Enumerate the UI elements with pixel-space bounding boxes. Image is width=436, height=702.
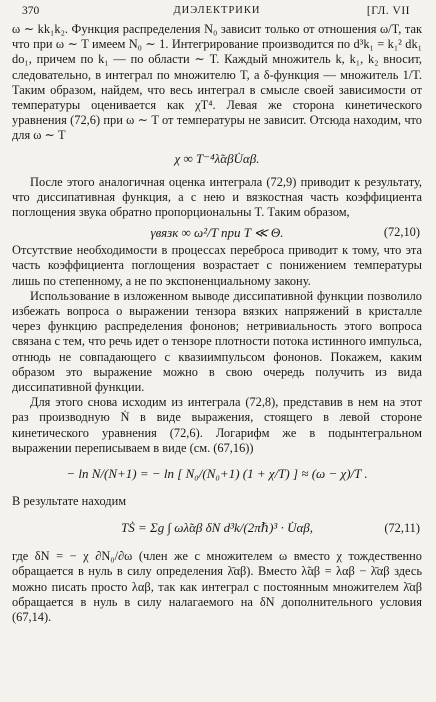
page-header	[12, 0, 422, 22]
equation-72-11	[12, 513, 422, 543]
equation-72-10-body: γвязк ∞ ω²/T при T ≪ Θ.	[150, 225, 284, 241]
paragraph-6: В результате находим	[12, 494, 127, 509]
equation-72-11-body: TṠ = Σg ∫ ωλ̃αβ δN d³k/(2πℏ)³ · U̇αβ,	[120, 520, 314, 536]
paragraph-7: где δN = − χ ∂N₀/∂ω (член же с множителем ω вместо χ тождественно обращается в нуль в силу определения λ̄αβ). Вместо λ̃αβ = λαβ − λ̄αβ здесь можно писать просто λαβ, так как интеграл с постоянным множителем λ̄αβ обращается в нуль в силу налагаемого на δN дополнительного условия (67,14).	[12, 549, 422, 625]
paragraph-2: После этого аналогичная оценка интеграла (72,9) приводит к результату, что диссипативная функция, а с нею и вязкостная часть коэффициента поглощения звука обратно пропорциональны T. Таким образом,	[12, 174, 422, 220]
equation-log-expansion: − ln N/(N+1) = − ln [ N₀/(N₀+1) (1 + χ/T) ] ≈ (ω − χ)/T .	[66, 466, 368, 482]
paragraph-4: Использование в изложенном выводе диссипативной функции позволило избежать вопроса о выражении тензора вязких напряжений в кристалле через функцию распределения фононов; нетривиальность этого вопроса связана с тем, что речь идет о тензоре плотности потока истинного импульса, отнюдь не совпадающего с квазиимпульсом фононов. Покажем, каким образом это выражение можно в свою очередь получить из вида диссипативной функции.	[12, 288, 422, 395]
equation-72-11-number: (72,11)	[384, 521, 420, 536]
running-title: ДИЭЛЕКТРИКИ	[173, 5, 261, 16]
equation-chi-estimate: χ ∞ T⁻⁴λ̃αβU̇αβ.	[174, 150, 260, 166]
equation-72-10-number: (72,10)	[383, 225, 420, 240]
equation-72-10	[12, 224, 422, 241]
page-number: 370	[22, 5, 40, 17]
paragraph-1: ω ∼ kk₁k₂. Функция распределения N₀ зависит только от отношения ω/T, так что при ω ∼ T имеем N₀ ∼ 1. Интегрирование производится по d³k₁ = k₁² dk₁ do₁, причем по k₁ — по области ∼ T. Каждый множитель k, k₁, k₂ вносит, следовательно, в интеграл по множителю T, а δ-функция — множитель 1/T. Таким образом, найдем, что весь интеграл в смысле своей зависимости от температуры оценивается как χT⁴. Левая же сторона кинетического уравнения (72,6) при ω ∼ T от температуры не зависит. Отсюда находим, что для ω ∼ T	[12, 22, 422, 143]
paragraph-3: Отсутствие необходимости в процессах переброса приводит к тому, что эта часть коэффициента поглощения возрастает с понижением температуры лишь по степенному, а не по экспоненциальному закону.	[12, 243, 422, 288]
paragraph-5: Для этого снова исходим из интеграла (72,8), представив в нем на этот раз производную Ṅ в виде выражения, стоящего в левой стороне кинетического уравнения (72,6). Логарифм же в подынтегральном выражении переписываем в виде (см. (67,16))	[12, 395, 422, 455]
chapter-label: [ГЛ. VII	[366, 5, 410, 17]
